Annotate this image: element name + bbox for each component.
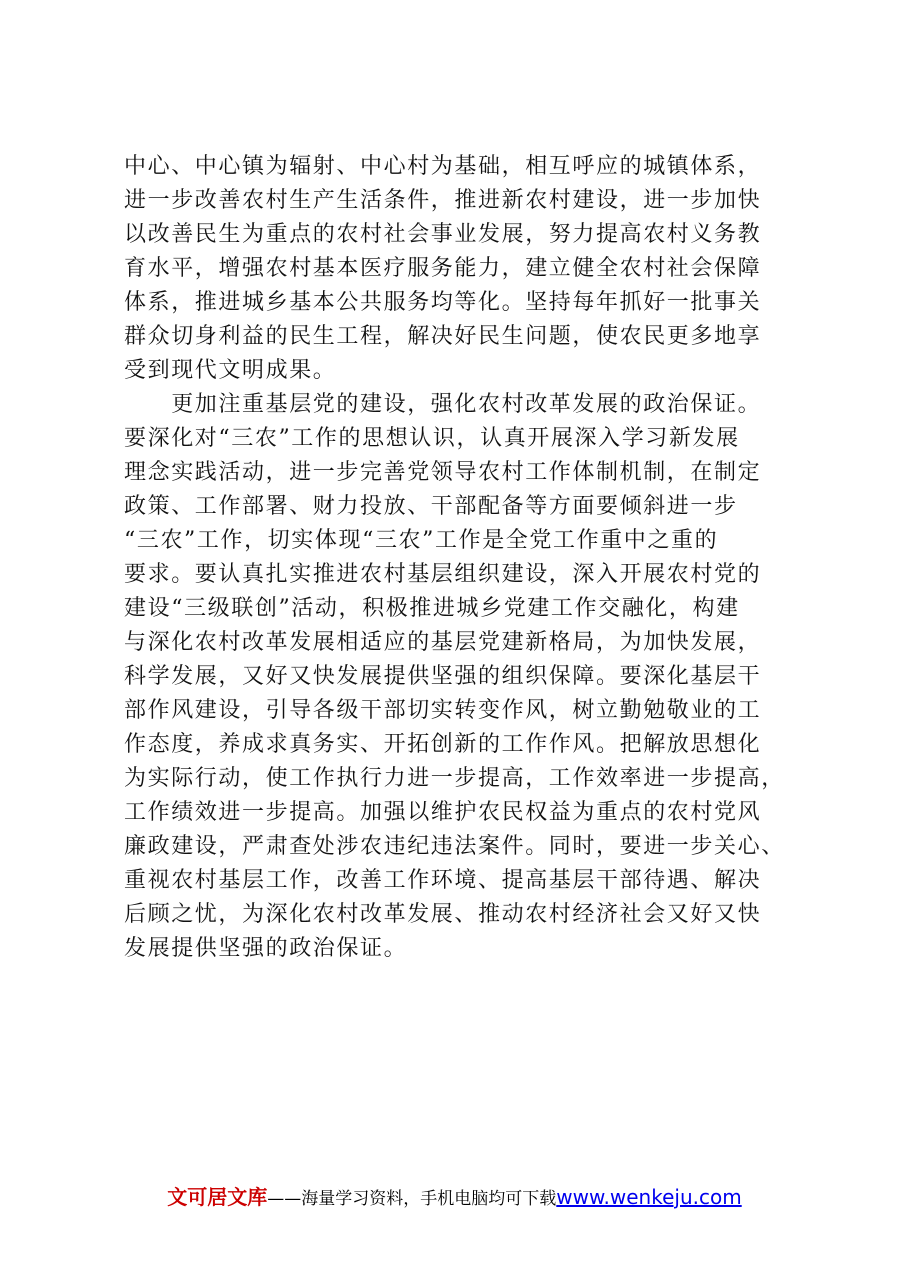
text-line: 群众切身利益的民生工程，解决好民生问题，使农民更多地享: [124, 324, 762, 349]
footer-tagline: ——海量学习资料，手机电脑均可下载: [267, 1189, 557, 1209]
text-line: 建设“三级联创”活动，积极推进城乡党建工作交融化，构建: [124, 596, 740, 621]
footer-brand: 文可居文库: [167, 1185, 268, 1209]
text-line: 要求。要认真扎实推进农村基层组织建设，深入开展农村党的: [124, 562, 762, 587]
text-line: 为实际行动，使工作执行力进一步提高，工作效率进一步提高，: [124, 766, 785, 791]
text-line: 发展提供坚强的政治保证。: [124, 936, 408, 961]
text-line: 作态度，养成求真务实、开拓创新的工作作风。把解放思想化: [124, 732, 762, 757]
footer-banner: [0, 1181, 909, 1210]
text-line: 育水平，增强农村基本医疗服务能力，建立健全农村社会保障: [124, 256, 762, 281]
text-line: 工作绩效进一步提高。加强以维护农民权益为重点的农村党风: [124, 800, 762, 825]
text-line: 科学发展，又好又快发展提供坚强的组织保障。要深化基层干: [124, 664, 762, 689]
text-line: “三农”工作，切实体现“三农”工作是全党工作重中之重的: [124, 528, 719, 553]
text-line: 与深化农村改革发展相适应的基层党建新格局，为加快发展，: [124, 630, 762, 655]
text-line: 进一步改善农村生产生活条件，推进新农村建设，进一步加快: [124, 188, 762, 213]
footer-site-link[interactable]: www.wenkeju.com: [556, 1185, 742, 1209]
document-body: [124, 150, 796, 966]
text-line: 廉政建设，严肃查处涉农违纪违法案件。同时，要进一步关心、: [124, 834, 785, 859]
text-line: 受到现代文明成果。: [124, 358, 337, 383]
text-line: 更加注重基层党的建设，强化农村改革发展的政治保证。: [124, 392, 762, 417]
text-line: 理念实践活动，进一步完善党领导农村工作体制机制，在制定: [124, 460, 762, 485]
text-line: 中心、中心镇为辐射、中心村为基础，相互呼应的城镇体系，: [124, 154, 762, 179]
text-line: 以改善民生为重点的农村社会事业发展，努力提高农村义务教: [124, 222, 762, 247]
text-line: 政策、工作部署、财力投放、干部配备等方面要倾斜进一步: [124, 494, 738, 519]
text-line: 后顾之忧，为深化农村改革发展、推动农村经济社会又好又快: [124, 902, 762, 927]
text-line: 要深化对“三农”工作的思想认识，认真开展深入学习新发展: [124, 426, 740, 451]
text-line: 部作风建设，引导各级干部切实转变作风，树立勤勉敬业的工: [124, 698, 762, 723]
text-line: 体系，推进城乡基本公共服务均等化。坚持每年抓好一批事关: [124, 290, 762, 315]
text-line: 重视农村基层工作，改善工作环境、提高基层干部待遇、解决: [124, 868, 762, 893]
